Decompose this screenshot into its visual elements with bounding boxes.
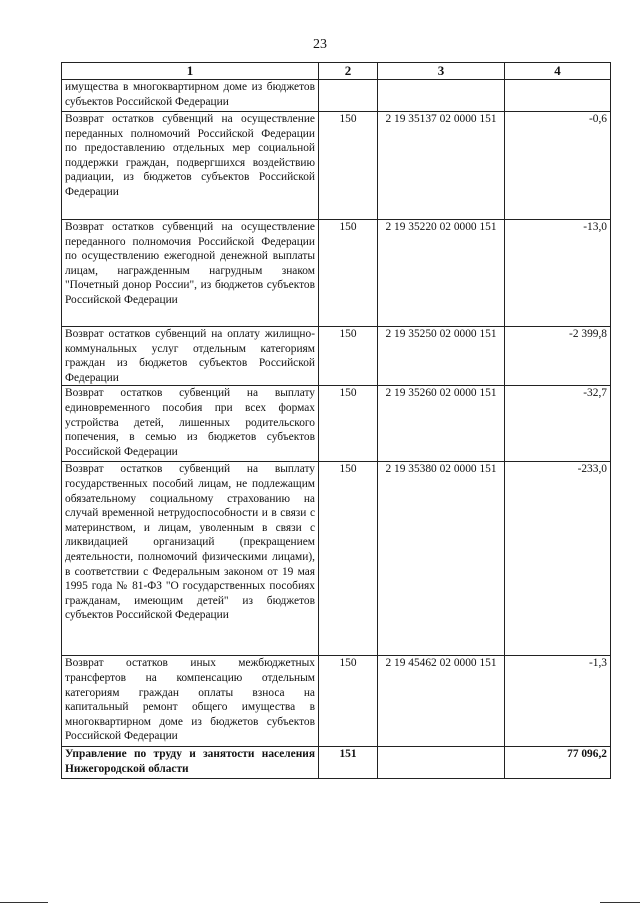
row-admin-code: 150 <box>319 327 378 386</box>
row-admin-code: 150 <box>319 656 378 747</box>
row-budget-code: 2 19 35137 02 0000 151 <box>378 112 505 220</box>
scan-mark <box>0 902 48 903</box>
table-total-row <box>62 747 611 779</box>
row-description: имущества в многоквартирном доме из бюджетов субъектов Российской Федерации <box>62 80 319 112</box>
row-admin-code: 150 <box>319 220 378 327</box>
row-amount <box>505 80 611 112</box>
budget-table <box>61 62 611 779</box>
scan-mark <box>600 902 640 903</box>
row-budget-code: 2 19 35220 02 0000 151 <box>378 220 505 327</box>
table-row <box>62 220 611 327</box>
row-description: Возврат остатков иных межбюджетных трансфертов на компенсацию отдельным категориям граждан оплаты взноса на капитальный ремонт общего имущества в многоквартирном доме из бюджетов субъектов Российской Федерации <box>62 656 319 747</box>
row-amount: -233,0 <box>505 462 611 656</box>
table-header-row <box>62 63 611 80</box>
row-budget-code: 2 19 35260 02 0000 151 <box>378 386 505 462</box>
table-row <box>62 327 611 386</box>
total-admin-code: 151 <box>319 747 378 779</box>
column-header-4: 4 <box>505 63 611 80</box>
page-number: 23 <box>313 37 327 52</box>
row-description: Возврат остатков субвенций на осуществление переданных полномочий Российской Федерации по предоставлению отдельных мер социальной поддержки граждан, подвергшихся воздействию радиации, из бюджетов субъектов Российской Федерации <box>62 112 319 220</box>
total-amount: 77 096,2 <box>505 747 611 779</box>
row-admin-code: 150 <box>319 386 378 462</box>
row-description: Возврат остатков субвенций на осуществление переданного полномочия Российской Федерации по осуществлению ежегодной денежной выплаты лицам, награжденным нагрудным знаком "Почетный донор России", из бюджетов субъектов Российской Федерации <box>62 220 319 327</box>
row-amount: -32,7 <box>505 386 611 462</box>
table-row <box>62 386 611 462</box>
table-row <box>62 462 611 656</box>
row-budget-code: 2 19 35250 02 0000 151 <box>378 327 505 386</box>
column-header-3: 3 <box>378 63 505 80</box>
column-header-1: 1 <box>62 63 319 80</box>
row-amount: -2 399,8 <box>505 327 611 386</box>
row-amount: -1,3 <box>505 656 611 747</box>
row-amount: -13,0 <box>505 220 611 327</box>
row-admin-code: 150 <box>319 112 378 220</box>
row-amount: -0,6 <box>505 112 611 220</box>
total-description: Управление по труду и занятости населения Нижегородской области <box>62 747 319 779</box>
table-row <box>62 112 611 220</box>
row-description: Возврат остатков субвенций на выплату государственных пособий лицам, не подлежащим обязательному социальному страхованию на случай временной нетрудоспособности и в связи с материнством, и лицам, уволенным в связи с ликвидацией организаций (прекращением деятельности, полномочий физическими лицами), в соответствии с Федеральным законом от 19 мая 1995 года № 81-ФЗ "О государственных пособиях гражданам, имеющим детей" из бюджетов субъектов Российской Федерации <box>62 462 319 656</box>
row-description: Возврат остатков субвенций на выплату единовременного пособия при всех формах устройства детей, лишенных родительского попечения, в семью из бюджетов субъектов Российской Федерации <box>62 386 319 462</box>
total-budget-code <box>378 747 505 779</box>
row-admin-code <box>319 80 378 112</box>
row-admin-code: 150 <box>319 462 378 656</box>
row-budget-code: 2 19 35380 02 0000 151 <box>378 462 505 656</box>
table-row <box>62 656 611 747</box>
row-budget-code <box>378 80 505 112</box>
row-budget-code: 2 19 45462 02 0000 151 <box>378 656 505 747</box>
row-description: Возврат остатков субвенций на оплату жилищно-коммунальных услуг отдельным категориям граждан из бюджетов субъектов Российской Федерации <box>62 327 319 386</box>
column-header-2: 2 <box>319 63 378 80</box>
table-row <box>62 80 611 112</box>
